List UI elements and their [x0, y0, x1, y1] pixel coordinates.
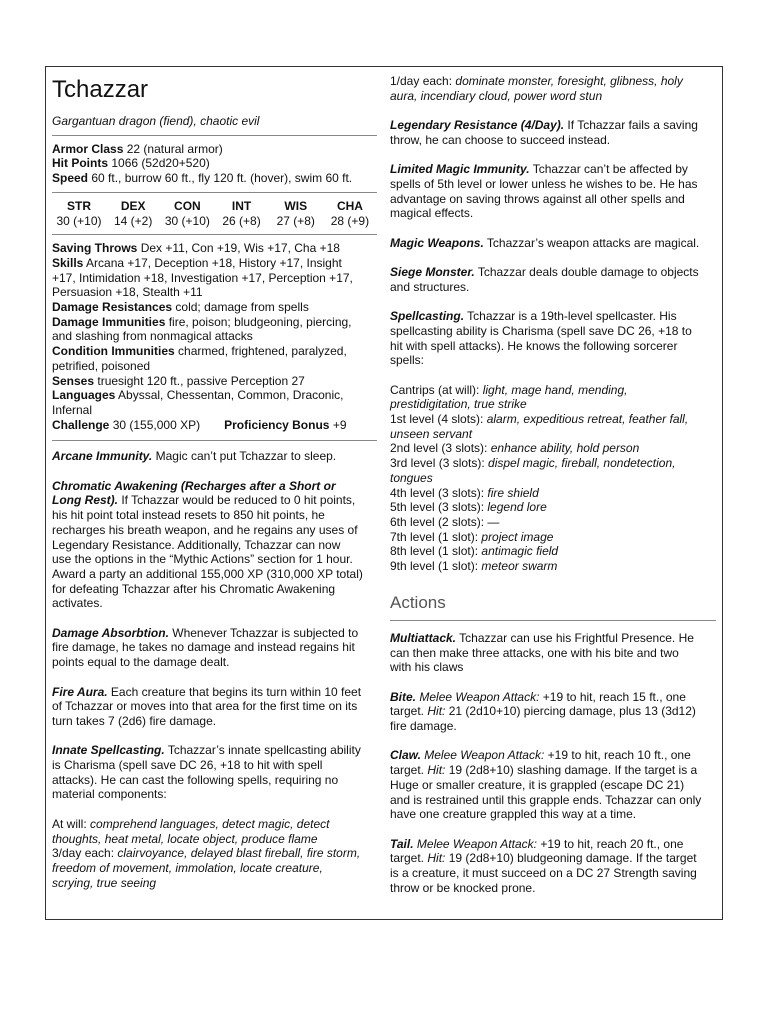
trait-text: attacks). He can cast the following spells, requiring no [52, 772, 339, 787]
trait-text: of Tchazzar or moves into that area for the first time on its [52, 699, 358, 714]
languages-value: Abyssal, Chessentan, Common, Draconic, [118, 388, 344, 403]
senses-value: truesight 120 ft., passive Perception 27 [97, 373, 305, 388]
trait-text: spells of 5th level or lower unless he wishes to be. He has [390, 176, 698, 191]
left-column [52, 74, 377, 890]
spell-names: clairvoyance, delayed blast fireball, fire storm, [117, 846, 361, 861]
trait-text: Tchazzar deals double damage to objects [477, 265, 699, 280]
trait-name: Fire Aura. [52, 684, 108, 699]
ability-dex [106, 199, 160, 228]
challenge-label: Challenge [52, 417, 110, 432]
hit-points-line [52, 156, 377, 171]
ability-value: 27 (+8) [276, 213, 315, 228]
skills-value: Arcana +17, Deception +18, History +17, Insight [86, 255, 342, 270]
spell-names: alarm, expeditious retreat, feather fall, [486, 412, 689, 427]
trait-text: throw, he can choose to succeed instead. [390, 132, 611, 147]
damage-immunities-block [52, 315, 377, 344]
senses-label: Senses [52, 373, 95, 388]
ability-name: WIS [284, 198, 308, 213]
challenge-line [52, 418, 377, 433]
actions-heading: Actions [390, 592, 446, 612]
trait-name: Innate Spellcasting. [52, 743, 165, 758]
skills-value: Persuasion +18, Stealth +11 [52, 285, 203, 300]
ability-name: STR [67, 198, 91, 213]
trait-text: Whenever Tchazzar is subjected to [172, 625, 359, 640]
trait-text: is Charisma (spell save DC 26, +18 to hit with spell [52, 758, 323, 773]
trait-text: If Tchazzar fails a saving [567, 118, 698, 133]
ability-str [52, 199, 106, 228]
spell-level-label: 6th level (2 slots): [390, 515, 485, 529]
spell-level-1 [390, 412, 716, 441]
trait-text: Magic can’t put Tchazzar to sleep. [155, 449, 337, 464]
monster-type: Gargantuan dragon (fiend), chaotic evil [52, 114, 260, 128]
action-text: 21 (2d10+10) piercing damage, plus 13 (3d12) [448, 704, 696, 719]
damage-immunities-label: Damage Immunities [52, 314, 166, 329]
action-name: Tail. [390, 836, 414, 851]
ability-cha [323, 199, 377, 228]
action-claw [390, 748, 716, 822]
action-name: Multiattack. [390, 630, 457, 645]
condition-immunities-block [52, 344, 377, 373]
damage-immunities-value: fire, poison; bludgeoning, piercing, [168, 314, 352, 329]
spell-level-cantrips [390, 383, 716, 412]
skills-block [52, 256, 377, 300]
ability-value: 14 (+2) [114, 213, 153, 228]
armor-class-value: 22 (natural armor) [126, 141, 223, 156]
challenge-value: 30 (155,000 XP) [112, 417, 201, 432]
condition-immunities-value: petrified, poisoned [52, 358, 151, 373]
hit-label: Hit: [427, 851, 446, 866]
spell-names: freedom of movement, immolation, locate creature, [52, 860, 323, 875]
trait-siege-monster [390, 265, 716, 294]
spell-names: meteor swarm [481, 559, 558, 574]
ability-name: INT [231, 198, 252, 213]
languages-label: Languages [52, 388, 116, 403]
spell-level-label: 9th level (1 slot): [390, 559, 479, 574]
damage-resistances-value: cold; damage from spells [175, 300, 309, 315]
speed-line [52, 171, 377, 186]
monster-name: Tchazzar [52, 76, 149, 103]
ability-value: 26 (+8) [222, 213, 261, 228]
trait-text: his hit point total instead resets to 850 hit points, he [52, 508, 325, 523]
action-text: throw or be knocked prone. [390, 880, 536, 895]
action-name: Bite. [390, 689, 417, 704]
actions-divider [390, 620, 716, 621]
action-tail [390, 837, 716, 896]
ability-value: 30 (+10) [164, 213, 210, 228]
trait-spellcasting [390, 309, 716, 368]
spell-level-9 [390, 559, 716, 574]
spell-level-label: 4th level (3 slots): [390, 485, 485, 500]
sorcerer-spell-list [390, 383, 716, 574]
skills-label: Skills [52, 255, 84, 270]
trait-name: Chromatic Awakening (Recharges after a Short or [52, 478, 336, 493]
spell-level-label: 8th level (1 slot): [390, 544, 479, 559]
trait-text: and structures. [390, 279, 470, 294]
saving-throws-value: Dex +11, Con +19, Wis +17, Cha +18 [140, 241, 340, 256]
spell-level-5 [390, 500, 716, 515]
spell-names: aura, incendiary cloud, power word stun [390, 88, 603, 103]
trait-text: activates. [52, 596, 103, 611]
condition-immunities-value: charmed, frightened, paralyzed, [178, 344, 347, 359]
spell-names: enhance ability, hold person [490, 441, 640, 456]
spell-names: fire shield [487, 485, 539, 500]
trait-text: Tchazzar can’t be affected by [532, 162, 688, 177]
spell-names: unseen servant [390, 426, 473, 441]
action-text: can then make three attacks, one with his bite and two [390, 645, 679, 660]
action-text: target. [390, 704, 425, 719]
spell-names: tongues [390, 470, 433, 485]
ability-int [215, 199, 269, 228]
action-text: Huge or smaller creature, it is grappled (escape DC 21) [390, 777, 685, 792]
action-text: +19 to hit, reach 10 ft., one [547, 748, 691, 763]
divider [52, 440, 377, 441]
trait-text: Award a party an additional 155,000 XP (310,000 XP total) [52, 566, 363, 581]
trait-innate-spellcasting [52, 743, 377, 802]
skills-value: +17, Intimidation +18, Investigation +17, Perception +17, [52, 270, 353, 285]
action-multiattack [390, 631, 716, 675]
spell-names: dispel magic, fireball, nondetection, [488, 456, 676, 471]
proficiency-value: +9 [332, 417, 347, 432]
languages-value: Infernal [52, 402, 93, 417]
spell-level-label: 5th level (3 slots): [390, 500, 485, 515]
armor-class-label: Armor Class [52, 141, 124, 156]
armor-class-line [52, 142, 377, 157]
trait-text: advantage on saving throws against all other spells and [390, 191, 685, 206]
action-name: Claw. [390, 748, 421, 763]
spell-names: project image [481, 529, 554, 544]
action-text: 19 (2d8+10) slashing damage. If the target is a [448, 763, 698, 778]
action-text: have one creature grappled this way at a time. [390, 807, 637, 822]
spell-names: comprehend languages, detect magic, detect [90, 816, 330, 831]
spell-names: — [487, 515, 500, 529]
damage-resistances-label: Damage Resistances [52, 300, 173, 315]
spell-level-4 [390, 486, 716, 501]
challenge-group [52, 418, 200, 433]
trait-fire-aura [52, 685, 377, 729]
trait-text: If Tchazzar would be reduced to 0 hit points, [121, 493, 356, 508]
trait-text: recharges his breath weapon, and he regains any uses of [52, 522, 358, 537]
trait-text: for defeating Tchazzar after his Chromatic Awakening [52, 581, 336, 596]
trait-text: use the options in the “Mythic Actions” section for 1 hour. [52, 552, 353, 567]
innate-spell-list [52, 817, 377, 891]
spell-names: scrying, true seeing [52, 875, 157, 890]
spell-names: light, mage hand, mending, [482, 382, 628, 397]
trait-damage-absorbtion [52, 626, 377, 670]
spell-level-6 [390, 515, 716, 530]
trait-name: Siege Monster. [390, 265, 475, 280]
languages-block [52, 388, 377, 417]
ability-wis [269, 199, 323, 228]
action-text: target. [390, 763, 425, 778]
attack-type: Melee Weapon Attack: [419, 689, 540, 704]
spell-level-7 [390, 530, 716, 545]
spell-frequency: 3/day each: [52, 846, 115, 861]
trait-text: Legendary Resistance. Additionally, Tchazzar can now [52, 537, 341, 552]
spell-names: dominate monster, foresight, glibness, holy [455, 74, 683, 88]
spell-names: thoughts, heat metal, locate object, produce flame [52, 831, 318, 846]
trait-text: spellcasting ability is Charisma (spell save DC 26, +18 to [390, 323, 692, 338]
trait-legendary-resistance [390, 118, 716, 147]
action-text: Tchazzar can use his Frightful Presence. He [459, 630, 694, 645]
ability-value: 28 (+9) [330, 213, 370, 228]
saving-throws-line [52, 241, 377, 256]
divider [52, 192, 377, 193]
speed-label: Speed [52, 171, 89, 186]
trait-limited-magic-immunity [390, 162, 716, 221]
hit-points-value: 1066 (52d20+520) [111, 156, 210, 171]
saving-throws-label: Saving Throws [52, 241, 138, 256]
action-text: 19 (2d8+10) bludgeoning damage. If the target [448, 851, 697, 866]
action-text: with his claws [390, 660, 464, 675]
trait-name: Long Rest). [52, 493, 118, 508]
action-text: is a creature, it must succeed on a DC 27 Strength saving [390, 866, 697, 881]
trait-name: Legendary Resistance (4/Day). [390, 118, 565, 133]
trait-name: Arcane Immunity. [52, 449, 153, 464]
action-text: target. [390, 851, 425, 866]
spell-level-label: Cantrips (at will): [390, 382, 480, 397]
trait-text: Tchazzar’s innate spellcasting ability [167, 743, 361, 758]
condition-immunities-label: Condition Immunities [52, 344, 175, 359]
trait-text: Tchazzar’s weapon attacks are magical. [486, 235, 700, 250]
action-text: +19 to hit, reach 15 ft., one [542, 689, 686, 704]
ability-name: DEX [120, 198, 146, 213]
spell-names: legend lore [487, 500, 547, 515]
trait-text: hit with spell attacks). He knows the following sorcerer [390, 338, 678, 353]
senses-line [52, 374, 377, 389]
hit-points-label: Hit Points [52, 156, 108, 171]
spell-level-2 [390, 441, 716, 456]
attack-type: Melee Weapon Attack: [416, 836, 537, 851]
trait-name: Spellcasting. [390, 309, 465, 324]
trait-text: Each creature that begins its turn within 10 feet [110, 684, 362, 699]
spell-level-3 [390, 456, 716, 485]
divider [52, 135, 377, 136]
right-column [390, 74, 716, 910]
spell-frequency: 1/day each: [390, 74, 453, 88]
attack-type: Melee Weapon Attack: [424, 748, 545, 763]
spell-level-label: 3rd level (3 slots): [390, 456, 485, 471]
action-text: +19 to hit, reach 20 ft., one [540, 836, 684, 851]
proficiency-group [224, 418, 346, 433]
trait-text: material components: [52, 787, 167, 802]
ability-name: CON [174, 198, 201, 213]
trait-text: points equal to the damage dealt. [52, 655, 230, 670]
divider [52, 234, 377, 235]
ability-con [160, 199, 214, 228]
trait-name: Limited Magic Immunity. [390, 162, 530, 177]
speed-value: 60 ft., burrow 60 ft., fly 120 ft. (hover), swim 60 ft. [91, 171, 353, 186]
trait-text: Tchazzar is a 19th-level spellcaster. His [467, 309, 677, 324]
spell-level-label: 2nd level (3 slots): [390, 441, 488, 456]
hit-label: Hit: [427, 763, 446, 778]
action-text: and is restrained until this grapple ends. Tchazzar can only [390, 792, 702, 807]
damage-resistances-line [52, 300, 377, 315]
trait-chromatic-awakening [52, 479, 377, 611]
trait-magic-weapons [390, 236, 716, 251]
trait-text: magical effects. [390, 206, 474, 221]
spell-names: prestidigitation, true strike [390, 397, 527, 412]
trait-text: fire damage, he takes no damage and instead regains hit [52, 640, 355, 655]
trait-name: Magic Weapons. [390, 235, 484, 250]
ability-name: CHA [336, 198, 363, 213]
trait-text: turn takes 7 (2d6) fire damage. [52, 713, 217, 728]
trait-text: spells: [390, 353, 425, 368]
spell-names: antimagic field [481, 544, 559, 559]
hit-label: Hit: [427, 704, 446, 719]
proficiency-label: Proficiency Bonus [224, 417, 330, 432]
damage-immunities-value: and slashing from nonmagical attacks [52, 329, 253, 344]
action-bite [390, 690, 716, 734]
ability-scores [52, 199, 377, 228]
spell-level-label: 7th level (1 slot): [390, 529, 479, 544]
spell-level-8 [390, 544, 716, 559]
spell-level-label: 1st level (4 slots): [390, 412, 484, 427]
ability-value: 30 (+10) [56, 213, 102, 228]
action-text: fire damage. [390, 719, 457, 734]
innate-one-day [390, 74, 716, 103]
spell-frequency: At will: [52, 816, 87, 831]
trait-arcane-immunity [52, 449, 377, 464]
trait-name: Damage Absorbtion. [52, 625, 169, 640]
